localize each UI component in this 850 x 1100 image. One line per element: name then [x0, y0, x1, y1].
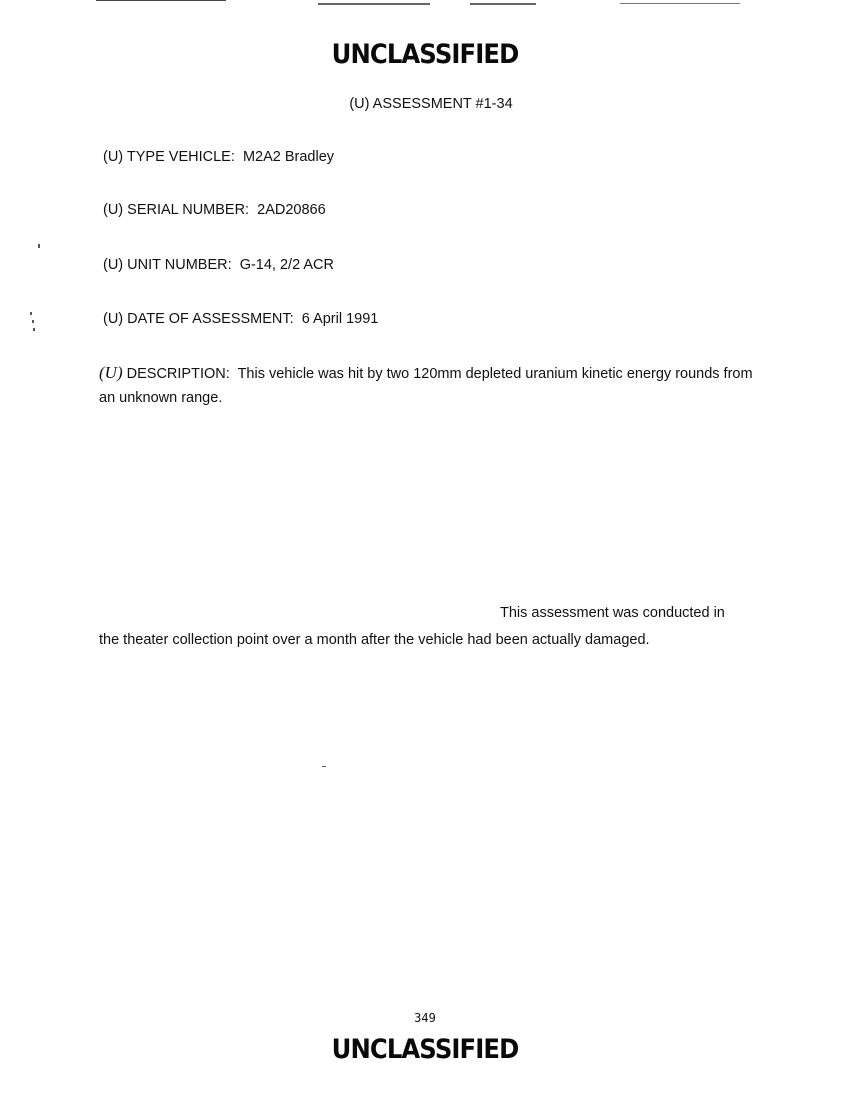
date-of-assessment-value: 6 April 1991	[301, 311, 379, 327]
type-vehicle-value: M2A2 Bradley	[242, 149, 335, 165]
unit-number-label: (U) UNIT NUMBER:	[103, 257, 232, 273]
type-vehicle-field	[103, 149, 334, 165]
serial-number-field	[103, 202, 326, 218]
description-marking: (U)	[99, 363, 123, 382]
description-label: DESCRIPTION:	[126, 366, 230, 382]
scan-artifact-line	[96, 0, 226, 1]
description-paragraph	[99, 361, 759, 410]
assessment-note-line-2: the theater collection point over a month after the vehicle had been actually damaged.	[99, 632, 650, 648]
unit-number-field	[103, 257, 334, 273]
top-classification-marking: UNCLASSIFIED	[331, 39, 519, 70]
scan-speck	[33, 328, 35, 331]
scan-speck	[322, 766, 326, 767]
scan-artifact-line	[470, 3, 536, 5]
scan-speck	[38, 244, 40, 248]
scan-speck	[30, 312, 32, 315]
assessment-title: (U) ASSESSMENT #1-34	[349, 96, 513, 112]
serial-number-value: 2AD20866	[257, 202, 326, 218]
date-of-assessment-label: (U) DATE OF ASSESSMENT:	[103, 311, 294, 327]
unit-number-value: G-14, 2/2 ACR	[239, 257, 334, 273]
bottom-classification-marking: UNCLASSIFIED	[331, 1034, 519, 1065]
serial-number-label: (U) SERIAL NUMBER:	[103, 202, 250, 218]
assessment-note-line-1: This assessment was conducted in	[500, 605, 725, 621]
description-text: This vehicle was hit by two 120mm depleted uranium kinetic energy rounds from an unknown range.	[99, 366, 753, 406]
scan-artifact-line	[318, 3, 430, 5]
date-of-assessment-field	[103, 311, 378, 327]
scan-speck	[32, 320, 34, 323]
type-vehicle-label: (U) TYPE VEHICLE:	[103, 149, 235, 165]
page-number: 349	[414, 1011, 436, 1025]
scan-artifact-line	[620, 3, 740, 4]
